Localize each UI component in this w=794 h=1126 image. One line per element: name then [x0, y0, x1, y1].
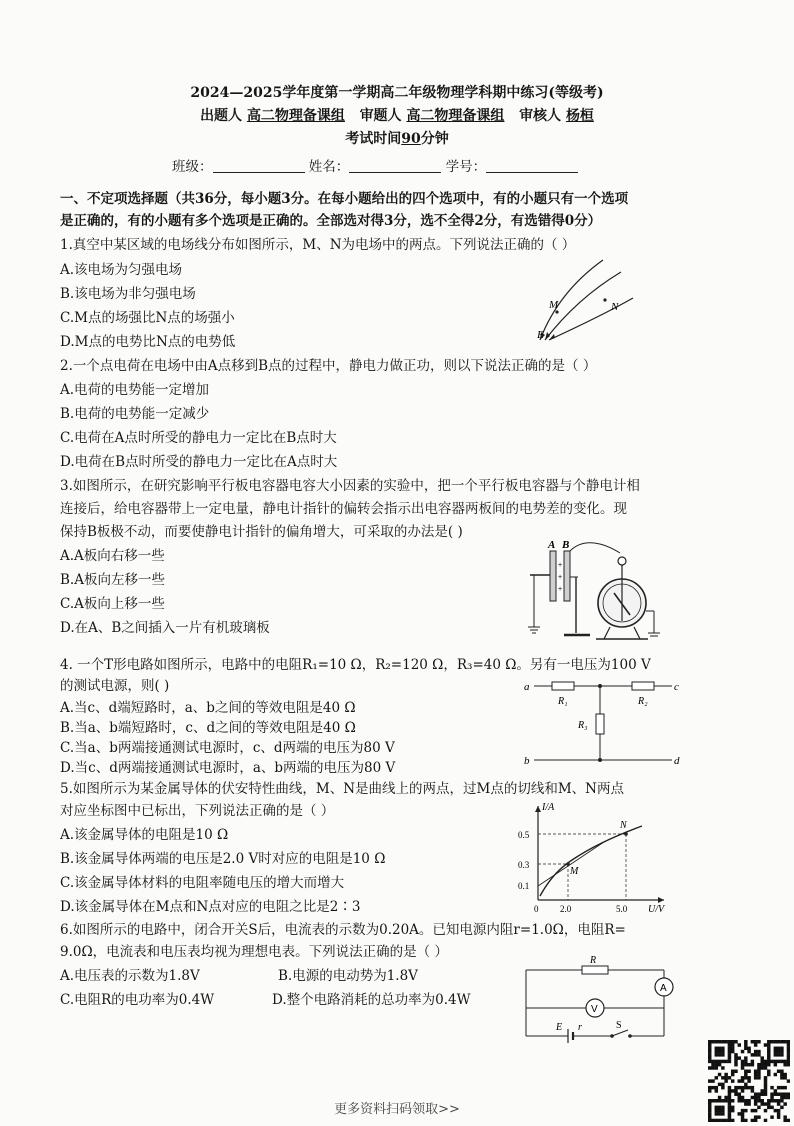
- q5-tick-x-0: 0: [534, 904, 539, 914]
- time-unit: 分钟: [420, 131, 449, 147]
- q1-option-a: A.该电场为匀强电场: [60, 262, 183, 278]
- footer-text: 更多资料扫码领取>>: [334, 1102, 460, 1117]
- q3-stem-2: 连接后，给电容器带上一定电量，静电计指针的偏转会指示出电容器两板间的电势差的变化。现: [60, 501, 627, 517]
- q6-label-internal-r: r: [578, 1022, 582, 1033]
- approver-label: 审核人: [519, 108, 562, 124]
- q3-label-b: B: [562, 539, 570, 551]
- q5-option-c: C.该金属导体材料的电阻率随电压的增大而增大: [60, 875, 345, 891]
- q6-option-c: C.电阻R的电功率为0.4W: [60, 992, 215, 1008]
- q4-label-r2: R₂: [638, 696, 648, 707]
- id-label: 学号：: [445, 159, 487, 175]
- time-label: 考试时间: [345, 131, 402, 147]
- q4-label-r1: R₁: [558, 696, 568, 707]
- q5-y-axis-label: I/A: [542, 802, 555, 813]
- q6-option-a: A.电压表的示数为1.8V: [60, 968, 200, 984]
- q1-label-m: M: [549, 299, 559, 311]
- q1-field-lines-figure: [535, 258, 635, 346]
- q5-option-b: B.该金属导体两端的电压是2.0 V时对应的电阻是10 Ω: [60, 851, 386, 867]
- q6-option-b: B.电源的电动势为1.8V: [278, 968, 418, 984]
- q1-label-n: N: [611, 301, 619, 313]
- q5-x-axis-label: U/V: [648, 904, 665, 915]
- q4-label-c: c: [674, 681, 679, 693]
- reviewer-label: 审题人: [359, 108, 402, 124]
- q3-stem-1: 3.如图所示，在研究影响平行板电容器电容大小因素的实验中，把一个平行板电容器与个静电计相: [60, 478, 640, 494]
- q5-stem-2: 对应坐标图中已标出，下列说法正确的是（ ）: [60, 803, 335, 819]
- svg-text:+: +: [558, 562, 563, 569]
- q4-stem-1: 4. 一个T形电路如图所示，电路中的电阻R₁=10 Ω，R₂=120 Ω，R₃=40 Ω。另有一电压为100 V: [60, 657, 651, 673]
- q2-option-c: C.电荷在A点时所受的静电力一定比在B点时大: [60, 430, 337, 446]
- q5-option-a: A.该金属导体的电阻是10 Ω: [60, 827, 229, 843]
- section-instructions-1: 一、不定项选择题（共36分，每小题3分。在每小题给出的四个选项中，有的小题只有一个选项: [60, 191, 629, 207]
- q5-tick-y-05: 0.5: [518, 830, 530, 840]
- q1-label-e: E: [537, 329, 544, 341]
- q2-option-b: B.电荷的电势能一定减少: [60, 406, 210, 422]
- name-field[interactable]: [349, 158, 441, 173]
- q3-stem-3: 保持B板极不动，而要使静电计指针的偏角增大，可采取的办法是( ): [60, 524, 463, 540]
- q6-label-e: E: [556, 1022, 563, 1033]
- q5-iv-curve-figure: [514, 800, 674, 916]
- q4-option-d: D.当c、d两端接通测试电源时，a、b两端的电压为80 V: [60, 760, 396, 776]
- q2-stem: 2.一个点电荷在电场中由A点移到B点的过程中，静电力做正功，则以下说法正确的是（ ）: [60, 358, 597, 374]
- q4-option-a: A.当c、d端短路时，a、b之间的等效电阻是40 Ω: [60, 700, 356, 716]
- svg-text:+: +: [558, 586, 563, 593]
- q6-option-d: D.整个电路消耗的总功率为0.4W: [272, 992, 471, 1008]
- class-field[interactable]: [213, 158, 305, 173]
- q6-stem-1: 6.如图所示的电路中，闭合开关S后，电流表的示数为0.20A。已知电源内阻r=1.0Ω，电阻R=: [60, 922, 626, 938]
- q4-label-r3: R₃: [578, 720, 588, 731]
- q6-stem-2: 9.0Ω，电流表和电压表均视为理想电表。下列说法正确的是（ ）: [60, 944, 448, 960]
- q6-circuit-figure: [520, 950, 690, 1046]
- q6-voltmeter-label: V: [591, 1004, 598, 1015]
- exam-title: 2024—2025学年度第一学期高二年级物理学科期中练习(等级考): [190, 85, 604, 101]
- q1-stem: 1.真空中某区域的电场线分布如图所示，M、N为电场中的两点。下列说法正确的（ ）: [60, 237, 576, 253]
- id-field[interactable]: [486, 158, 578, 173]
- section-instructions-2: 是正确的，有的小题有多个选项是正确的。全部选对得3分，选不全得2分，有选错得0分）: [60, 213, 602, 229]
- svg-text:+: +: [558, 574, 563, 581]
- q3-capacitor-electrometer-figure: [524, 537, 664, 647]
- q2-option-d: D.电荷在B点时所受的静电力一定比在A点时大: [60, 454, 338, 470]
- q6-label-switch: S: [616, 1020, 622, 1031]
- q6-ammeter-label: A: [660, 983, 667, 994]
- q5-tick-y-03: 0.3: [518, 860, 530, 870]
- q5-tick-y-01: 0.1: [518, 881, 530, 891]
- q4-t-circuit-figure: [522, 676, 690, 770]
- q3-option-b: B.A板向左移一些: [60, 572, 165, 588]
- approver-value: 杨桓: [565, 108, 594, 124]
- reviewer-value: 高二物理备课组: [406, 108, 505, 124]
- q3-option-a: A.A板向右移一些: [60, 548, 165, 564]
- q3-option-d: D.在A、B之间插入一片有机玻璃板: [60, 620, 270, 636]
- q4-label-b: b: [524, 755, 530, 767]
- q3-label-a: A: [548, 539, 556, 551]
- q4-option-c: C.当a、b两端接通测试电源时，c、d两端的电压为80 V: [60, 740, 395, 756]
- setter-line: [0, 105, 794, 125]
- q2-option-a: A.电荷的电势能一定增加: [60, 382, 210, 398]
- q3-option-c: C.A板向上移一些: [60, 596, 165, 612]
- setter-value: 高二物理备课组: [246, 108, 345, 124]
- time-value: 90: [401, 131, 421, 147]
- q5-tick-x-5: 5.0: [616, 904, 628, 914]
- q4-label-a: a: [524, 681, 530, 693]
- q5-tick-x-2: 2.0: [560, 904, 572, 914]
- q5-stem-1: 5.如图所示为某金属导体的伏安特性曲线，M、N是曲线上的两点，过M点的切线和M、N两点: [60, 781, 624, 797]
- exam-time-line: [0, 128, 794, 148]
- q1-option-b: B.该电场为非匀强电场: [60, 286, 196, 302]
- q4-stem-2: 的测试电源，则( ): [60, 678, 170, 694]
- q6-label-r: R: [590, 955, 597, 966]
- q5-label-m: M: [570, 866, 579, 877]
- q1-option-c: C.M点的场强比N点的场强小: [60, 310, 235, 326]
- q1-option-d: D.M点的电势比N点的电势低: [60, 334, 236, 350]
- class-label: 班级：: [172, 159, 213, 175]
- q4-option-b: B.当a、b端短路时，c、d之间的等效电阻是40 Ω: [60, 720, 356, 736]
- student-info-line: [172, 158, 578, 176]
- q4-label-d: d: [674, 755, 680, 767]
- q5-label-n: N: [620, 820, 627, 831]
- setter-label: 出题人: [200, 108, 243, 124]
- q5-option-d: D.该金属导体在M点和N点对应的电阻之比是2∶3: [60, 899, 361, 915]
- name-label: 姓名：: [308, 159, 350, 175]
